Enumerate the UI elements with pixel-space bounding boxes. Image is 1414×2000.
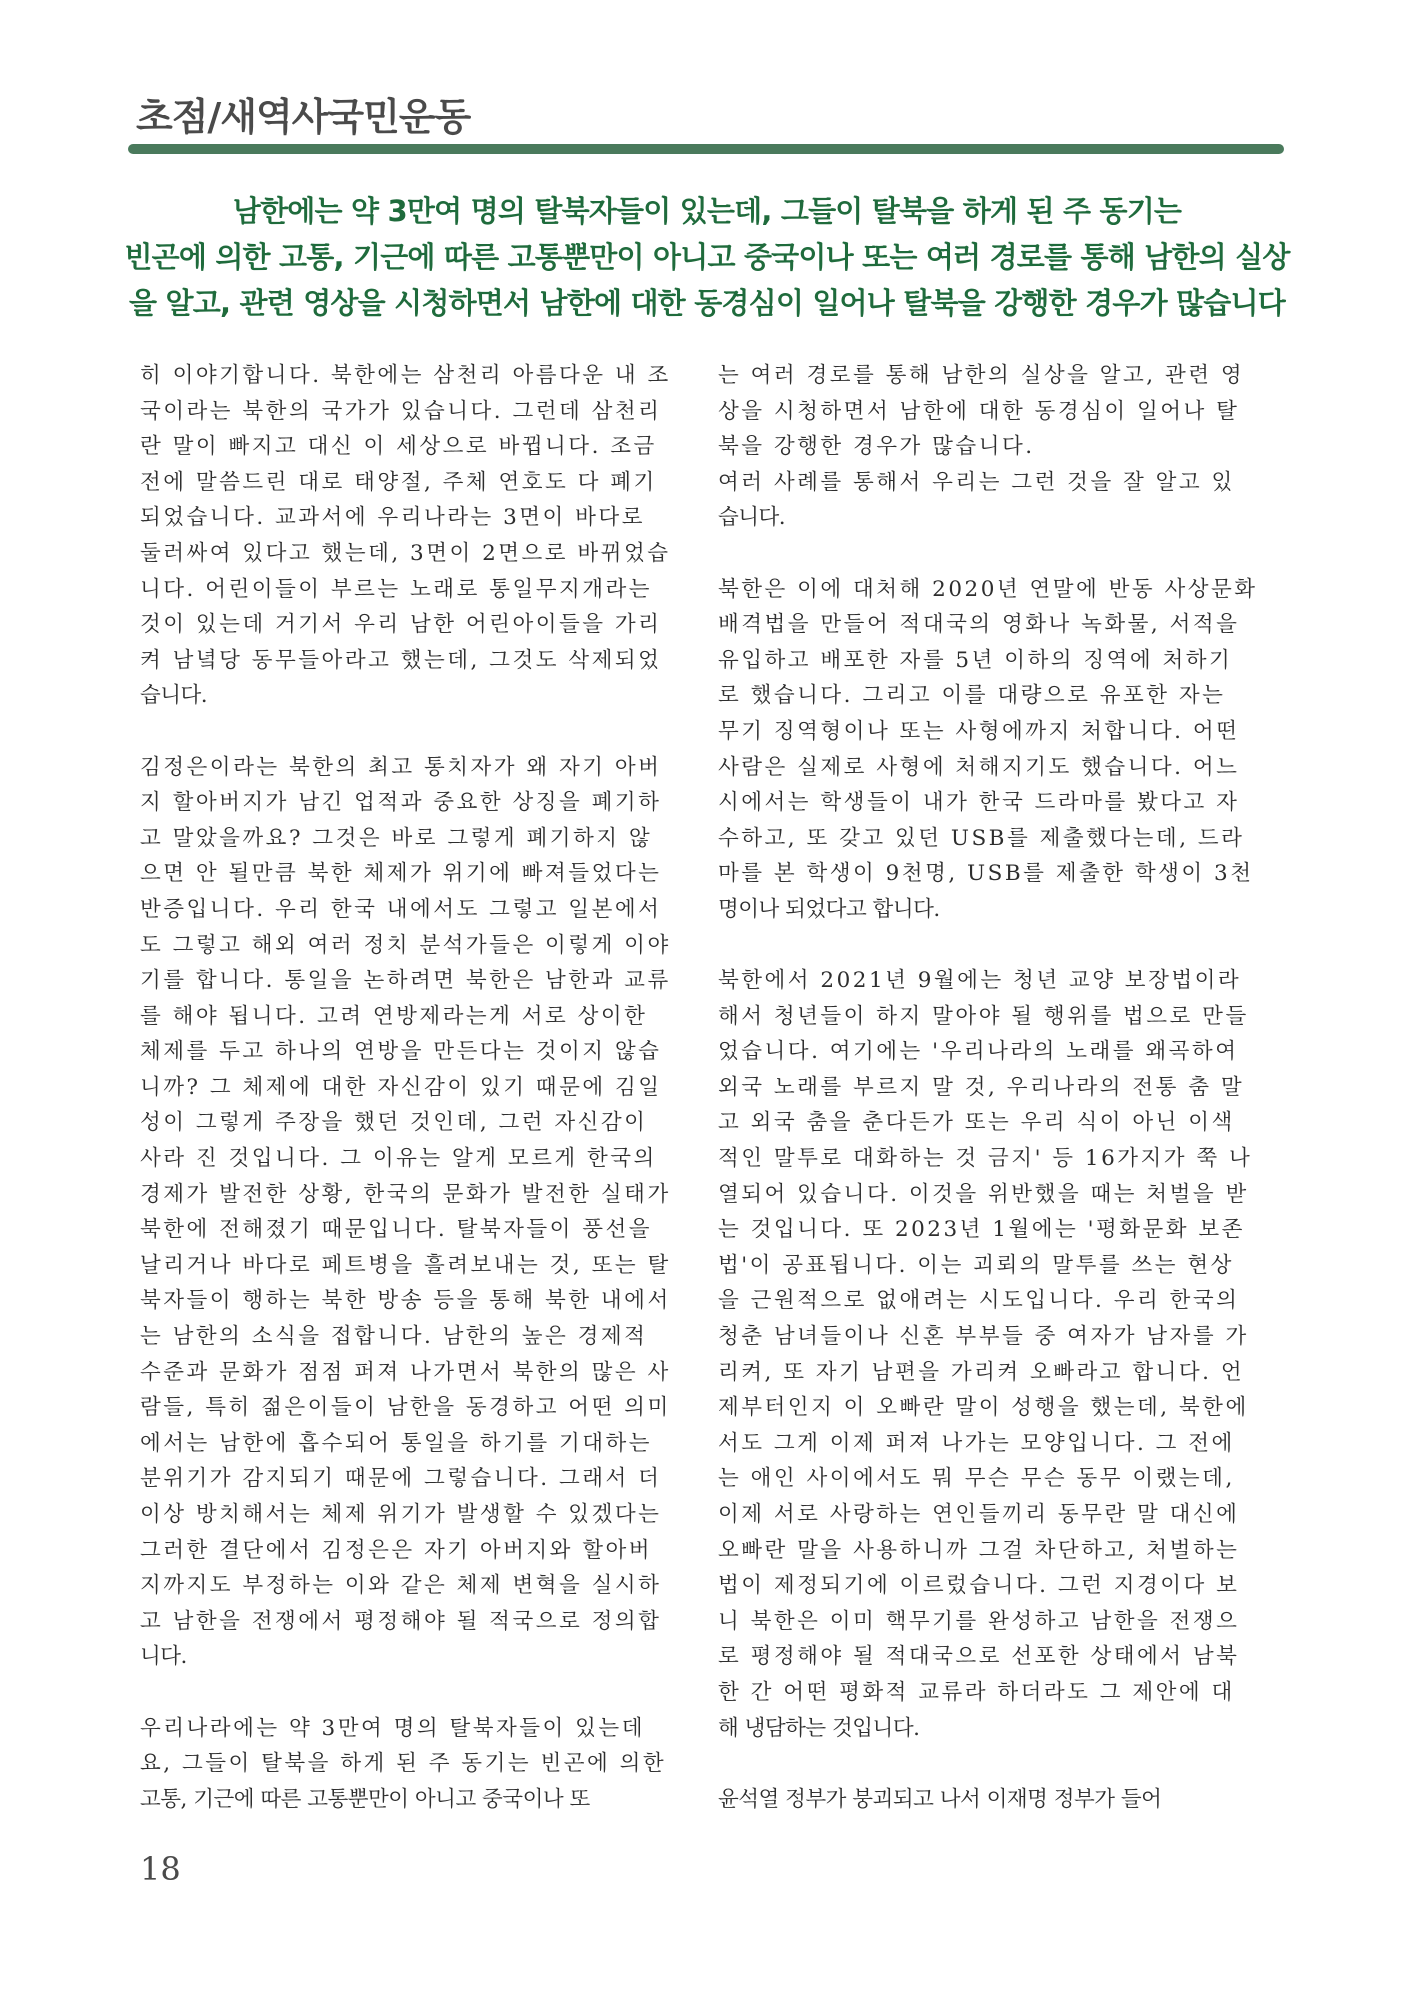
body-text-line: 분위기가 감지되기 때문에 그렇습니다. 그래서 더 bbox=[140, 1466, 662, 1492]
body-text-line: 니까? 그 체제에 대한 자신감이 있기 때문에 김일 bbox=[140, 1074, 662, 1100]
paragraph-gap bbox=[140, 1675, 696, 1711]
body-text-line: 으면 안 될만큼 북한 체제가 위기에 빠져들었다는 bbox=[140, 861, 662, 887]
left-text-column bbox=[140, 358, 696, 1817]
body-text-line: 히 이야기합니다. 북한에는 삼천리 아름다운 내 조 bbox=[140, 363, 671, 388]
body-text-line: 서도 그게 이제 퍼져 나가는 모양입니다. 그 전에 bbox=[718, 1430, 1235, 1456]
headline-line: 을 알고, 관련 영상을 시청하면서 남한에 대한 동경심이 일어나 탈북을 강행한 경우가 많습니다 bbox=[129, 286, 1285, 320]
body-text-line: 는 애인 사이에서도 뭐 무슨 무슨 동무 이랬는데, bbox=[718, 1466, 1235, 1492]
paragraph-gap bbox=[140, 714, 696, 750]
body-text-line: 고 남한을 전쟁에서 평정해야 될 적국으로 정의합 bbox=[140, 1608, 662, 1634]
headline-line: 빈곤에 의한 고통, 기근에 따른 고통뿐만이 아니고 중국이나 또는 여러 경로를 통해 남한의 실상 bbox=[124, 240, 1290, 274]
body-text-line: 지까지도 부정하는 이와 같은 체제 변혁을 실시하 bbox=[140, 1573, 662, 1599]
body-text-line: 니 북한은 이미 핵무기를 완성하고 남한을 전쟁으 bbox=[718, 1608, 1240, 1634]
body-text-line: 외국 노래를 부르지 말 것, 우리나라의 전통 춤 말 bbox=[718, 1074, 1245, 1100]
body-text-line: 습니다. bbox=[718, 505, 786, 531]
body-text-line: 로 평정해야 될 적대국으로 선포한 상태에서 남북 bbox=[718, 1644, 1240, 1670]
body-text-line: 이제 서로 사랑하는 연인들끼리 동무란 말 대신에 bbox=[718, 1502, 1240, 1527]
body-text-line: 고 외국 춤을 춘다든가 또는 우리 식이 아닌 이색 bbox=[718, 1110, 1235, 1136]
body-text-line: 적인 말투로 대화하는 것 금지' 등 16가지가 쭉 나 bbox=[718, 1146, 1253, 1172]
body-text-line: 북을 강행한 경우가 많습니다. bbox=[718, 434, 1035, 460]
body-text-line: 사라 진 것입니다. 그 이유는 알게 모르게 한국의 bbox=[140, 1146, 657, 1172]
body-text-line: 오빠란 말을 사용하니까 그걸 차단하고, 처벌하는 bbox=[718, 1537, 1240, 1563]
body-text-line: 란 말이 빠지고 대신 이 세상으로 바뀝니다. 조금 bbox=[140, 434, 657, 460]
body-text-line: 북한에서 2021년 9월에는 청년 교양 보장법이라 bbox=[718, 968, 1242, 994]
body-text-line: 해서 청년들이 하지 말아야 될 행위를 법으로 만들 bbox=[718, 1003, 1249, 1029]
body-text-line: 북자들이 행하는 북한 방송 등을 통해 북한 내에서 bbox=[140, 1288, 671, 1314]
body-text-line: 람들, 특히 젊은이들이 남한을 동경하고 어떤 의미 bbox=[140, 1395, 671, 1421]
body-text-line: 명이나 되었다고 합니다. bbox=[718, 896, 940, 922]
title-divider bbox=[128, 144, 1284, 154]
body-text-line: 되었습니다. 교과서에 우리나라는 3면이 바다로 bbox=[140, 505, 645, 531]
body-text-line: 무기 징역형이나 또는 사형에까지 처합니다. 어떤 bbox=[718, 718, 1240, 744]
body-text-line: 로 했습니다. 그리고 이를 대량으로 유포한 자는 bbox=[718, 683, 1226, 709]
body-text-line: 에서는 남한에 흡수되어 통일을 하기를 기대하는 bbox=[140, 1430, 653, 1456]
body-text-line: 김정은이라는 북한의 최고 통치자가 왜 자기 아버 bbox=[140, 754, 662, 780]
pull-quote-headline bbox=[120, 188, 1294, 326]
body-text-line: 고 말았을까요? 그것은 바로 그렇게 폐기하지 않 bbox=[140, 825, 653, 851]
body-text-line: 켜 남녘당 동무들아라고 했는데, 그것도 삭제되었 bbox=[140, 647, 662, 673]
body-text-line: 여러 사례를 통해서 우리는 그런 것을 잘 알고 있 bbox=[718, 469, 1235, 495]
body-text-line: 마를 본 학생이 9천명, USB를 제출한 학생이 3천 bbox=[718, 861, 1254, 887]
body-text-line: 는 여러 경로를 통해 남한의 실상을 알고, 관련 영 bbox=[718, 363, 1245, 388]
body-text-line: 사람은 실제로 사형에 처해지기도 했습니다. 어느 bbox=[718, 754, 1240, 780]
body-text-line: 이상 방치해서는 체제 위기가 발생할 수 있겠다는 bbox=[140, 1502, 662, 1527]
body-text-line: 날리거나 바다로 페트병을 흘려보내는 것, 또는 탈 bbox=[140, 1252, 671, 1278]
body-text-line: 도 그렇고 해외 여러 정치 분석가들은 이렇게 이야 bbox=[140, 932, 671, 958]
body-text-line: 북한에 전해졌기 때문입니다. 탈북자들이 풍선을 bbox=[140, 1217, 653, 1243]
paragraph-gap bbox=[718, 536, 1274, 572]
body-text-line: 유입하고 배포한 자를 5년 이하의 징역에 처하기 bbox=[718, 647, 1233, 673]
body-text-line: 습니다. bbox=[140, 683, 208, 709]
body-text-line: 는 것입니다. 또 2023년 1월에는 '평화문화 보존 bbox=[718, 1217, 1245, 1243]
body-text-line: 지 할아버지가 남긴 업적과 중요한 상징을 폐기하 bbox=[140, 790, 662, 816]
body-text-line: 기를 합니다. 통일을 논하려면 북한은 남한과 교류 bbox=[140, 968, 671, 994]
body-text-line: 해 냉담하는 것입니다. bbox=[718, 1715, 920, 1741]
body-text-line: 열되어 있습니다. 이것을 위반했을 때는 처벌을 받 bbox=[718, 1181, 1249, 1207]
body-text-line: 니다. 어린이들이 부르는 노래로 통일무지개라는 bbox=[140, 576, 653, 602]
body-text-line: 리켜, 또 자기 남편을 가리켜 오빠라고 합니다. 언 bbox=[718, 1359, 1245, 1385]
body-text-line: 국이라는 북한의 국가가 있습니다. 그런데 삼천리 bbox=[140, 398, 662, 424]
body-text-line: 우리나라에는 약 3만여 명의 탈북자들이 있는데 bbox=[140, 1715, 645, 1741]
body-text-line: 것이 있는데 거기서 우리 남한 어린아이들을 가리 bbox=[140, 612, 662, 638]
body-text-line: 제부터인지 이 오빠란 말이 성행을 했는데, 북한에 bbox=[718, 1395, 1249, 1421]
page-number: 18 bbox=[140, 1850, 181, 1888]
body-text-line: 그러한 결단에서 김정은은 자기 아버지와 할아버 bbox=[140, 1537, 653, 1563]
body-text-line: 윤석열 정부가 붕괴되고 나서 이재명 정부가 들어 bbox=[718, 1786, 1162, 1812]
body-text-line: 는 남한의 소식을 접합니다. 남한의 높은 경제적 bbox=[140, 1324, 648, 1350]
right-text-column bbox=[718, 358, 1274, 1817]
section-title: 초점/새역사국민운동 bbox=[136, 95, 471, 139]
body-text-line: 를 해야 됩니다. 고려 연방제라는게 서로 상이한 bbox=[140, 1003, 648, 1029]
body-text-line: 북한은 이에 대처해 2020년 연말에 반동 사상문화 bbox=[718, 576, 1258, 602]
body-text-line: 법'이 공표됩니다. 이는 괴뢰의 말투를 쓰는 현상 bbox=[718, 1252, 1234, 1278]
body-text-line: 배격법을 만들어 적대국의 영화나 녹화물, 서적을 bbox=[718, 612, 1240, 638]
body-text-line: 법이 제정되기에 이르렀습니다. 그런 지경이다 보 bbox=[718, 1573, 1240, 1599]
body-text-line: 성이 그렇게 주장을 했던 것인데, 그런 자신감이 bbox=[140, 1110, 648, 1136]
body-text-line: 니다. bbox=[140, 1644, 187, 1670]
body-text-line: 었습니다. 여기에는 '우리나라의 노래를 왜곡하여 bbox=[718, 1039, 1239, 1065]
body-text-line: 고통, 기근에 따른 고통뿐만이 아니고 중국이나 또 bbox=[140, 1786, 590, 1812]
body-text-line: 을 근원적으로 없애려는 시도입니다. 우리 한국의 bbox=[718, 1288, 1240, 1314]
body-text-line: 둘러싸여 있다고 했는데, 3면이 2면으로 바뀌었습 bbox=[140, 540, 671, 566]
body-text-line: 수하고, 또 갖고 있던 USB를 제출했다는데, 드라 bbox=[718, 825, 1245, 851]
body-text-line: 한 간 어떤 평화적 교류라 하더라도 그 제안에 대 bbox=[718, 1679, 1235, 1705]
body-text-line: 시에서는 학생들이 내가 한국 드라마를 봤다고 자 bbox=[718, 790, 1240, 816]
body-text-line: 체제를 두고 하나의 연방을 만든다는 것이지 않습 bbox=[140, 1039, 662, 1065]
body-text-line: 반증입니다. 우리 한국 내에서도 그렇고 일본에서 bbox=[140, 896, 662, 922]
headline-line: 남한에는 약 3만여 명의 탈북자들이 있는데, 그들이 탈북을 하게 된 주 동기는 bbox=[232, 194, 1182, 228]
body-text-line: 상을 시청하면서 남한에 대한 동경심이 일어나 탈 bbox=[718, 398, 1240, 424]
body-text-line: 경제가 발전한 상황, 한국의 문화가 발전한 실태가 bbox=[140, 1181, 671, 1207]
paragraph-gap bbox=[718, 1746, 1274, 1782]
paragraph-gap bbox=[718, 928, 1274, 964]
body-text-line: 수준과 문화가 점점 퍼져 나가면서 북한의 많은 사 bbox=[140, 1359, 671, 1385]
body-text-line: 전에 말씀드린 대로 태양절, 주체 연호도 다 폐기 bbox=[140, 469, 657, 495]
body-text-line: 요, 그들이 탈북을 하게 된 주 동기는 빈곤에 의한 bbox=[140, 1751, 667, 1777]
body-text-line: 청춘 남녀들이나 신혼 부부들 중 여자가 남자를 가 bbox=[718, 1324, 1249, 1350]
